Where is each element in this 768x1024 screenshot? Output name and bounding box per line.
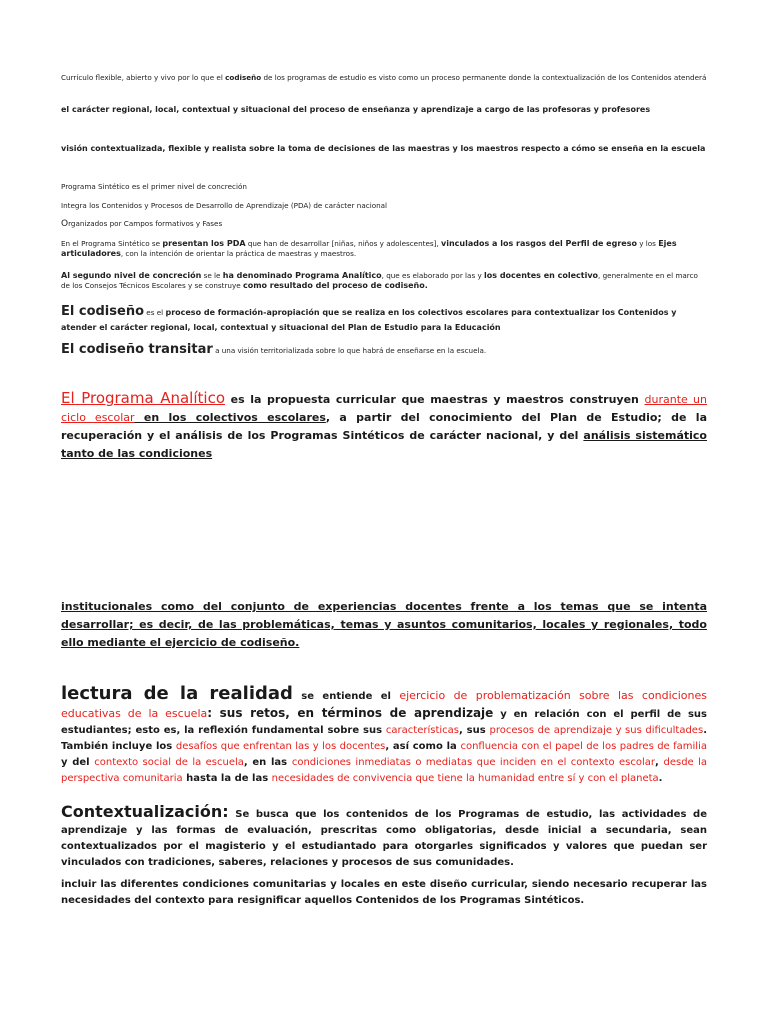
text: Currículo flexible, abierto y vivo por lo que el [61,73,226,82]
text-bold: , a partir del conocimiento del Plan de Estudio; de la recuperación y el análisis de los Programas Sintéticos de carácter nacional, y del [61,411,707,442]
text-bold: y del [61,757,95,768]
paragraph-el-codiseno [61,305,707,335]
text: En el Programa Sintético se [61,239,163,248]
heading-inline: El Programa Analítico [61,389,225,407]
paragraph-caracter-regional: el carácter regional, local, contextual y situacional del proceso de enseñanza y aprendizaje a cargo de las profesoras y profesores [61,105,651,114]
heading-inline: lectura de la realidad [61,683,293,704]
text-bold: . [658,773,663,784]
text-bold: codiseño [225,73,262,82]
paragraph-curriculo [61,73,707,83]
text: a una visión territorializada sobre lo que habrá de enseñarse en la escuela. [212,346,487,355]
heading-inline: El codiseño transitar [61,342,213,357]
text-bold: como resultado del proceso de codiseño. [242,281,428,290]
text-bold: vinculados a los rasgos del Perfil de egreso [441,239,637,248]
heading-inline: Contextualización: [61,802,229,821]
text: de los programas de estudio es visto como un proceso permanente donde la contextualización de los Contenidos atenderá [261,73,707,82]
paragraph-organizados [61,219,707,229]
text-bold: : sus retos, en términos de aprendizaje [207,706,494,720]
text-bold: es la propuesta curricular que maestras y maestros construyen [225,393,645,406]
text-bold: y en relación con el perfil de sus estudiantes [61,709,707,736]
text-bold: . También incluye los [61,725,707,752]
text: Se busca que los contenidos de los Programas de estudio, las actividades de aprendizaje y las formas de evaluación, prescritas como obligatorias, desde inicial a secundaria, sean contextualizados por el magisterio y el estudiantado para otorgarles significados y valores que puedan ser vinculados con tradiciones, saberes, relaciones y procesos de sus comunidades. [61,809,707,868]
text-bold: análisis sistemático tanto de las condiciones [61,429,707,460]
text-bold: , sus [458,725,490,736]
paragraph-programa-sintetico: Programa Sintético es el primer nivel de concreción [61,182,247,191]
text-bold: , así como la [385,741,461,752]
paragraph-lectura-realidad [61,684,707,787]
text-bold: , en las [243,757,292,768]
text-red: contexto social de la escuela [94,757,244,768]
paragraph-codiseno-transitar [61,343,707,357]
text-red: condiciones inmediatas o mediatas que inciden en el contexto escolar [291,757,655,768]
text-bold: , [654,757,664,768]
text-red: confluencia con el papel de los padres de familia [460,741,707,752]
text: rganizados por Campos formativos y Fases [68,219,223,228]
text: que han de desarrollar [niñas, niños y adolescentes], [245,239,442,248]
text: , con la intención de orientar la práctica de maestras y maestros. [120,249,357,258]
text-red: desde la perspectiva comunitaria [61,757,708,784]
heading-inline: El codiseño [61,304,145,319]
text: se le [201,271,223,280]
paragraph-contextualizacion [61,803,707,871]
text-red: durante un ciclo escolar [61,393,707,424]
text: y los [636,239,659,248]
text-bold: se entiende el [292,691,400,702]
text-bold: Al segundo nivel de concreción [61,271,202,280]
text-red: procesos de aprendizaje y sus dificultades [489,725,704,736]
text-bold: los docentes en colectivo [484,271,599,280]
paragraph-programa-analitico [61,389,707,463]
paragraph-presentan-pda [61,239,707,259]
text-bold: presentan los PDA [162,239,246,248]
text-red: necesidades de convivencia que tiene la humanidad entre sí y con el planeta [271,773,659,784]
paragraph-institucionales: institucionales como del conjunto de experiencias docentes frente a los temas que se intenta desarrollar; es decir, de las problemáticas, temas y asuntos comunitarios, locales y regionales, todo ello mediante el ejercicio de codiseño. [61,600,707,649]
text-red: desafíos que enfrentan las y los docentes [175,741,386,752]
text-red: características [385,725,459,736]
text: es el [144,308,166,317]
text-red: ejercicio de problematización sobre las condiciones educativas de la escuela [61,689,707,720]
text-initial: O [61,219,69,229]
text-bold: Ejes articuladores [61,239,677,258]
text-bold: ha denominado Programa Analítico [222,271,382,280]
text-bold: en los colectivos escolares [134,411,326,424]
text: , generalmente en el marco de los Consejos Técnicos Escolares y se construye [61,271,698,290]
text-bold: ; esto es, la reflexión fundamental sobre sus [127,725,386,736]
text-bold: proceso de formación-apropiación que se realiza en los colectivos escolares para contextualizar los Contenidos y atender el carácter regional, local, contextual y situacional del Plan de Estudio para la Educación [61,308,677,332]
paragraph-segundo-nivel [61,271,707,291]
paragraph-integra-contenidos: Integra los Contenidos y Procesos de Desarrollo de Aprendizaje (PDA) de carácter nacional [61,201,388,210]
text: , que es elaborado por las y [381,271,485,280]
paragraph-vision-contextualizada: visión contextualizada, flexible y realista sobre la toma de decisiones de las maestras y los maestros respecto a cómo se enseña en la escuela [61,144,706,153]
paragraph-incluir-condiciones: incluir las diferentes condiciones comunitarias y locales en este diseño curricular, siendo necesario recuperar las necesidades del contexto para resignificar aquellos Contenidos de los Programas Sintéticos. [61,879,707,906]
text-bold: hasta la de las [182,773,272,784]
